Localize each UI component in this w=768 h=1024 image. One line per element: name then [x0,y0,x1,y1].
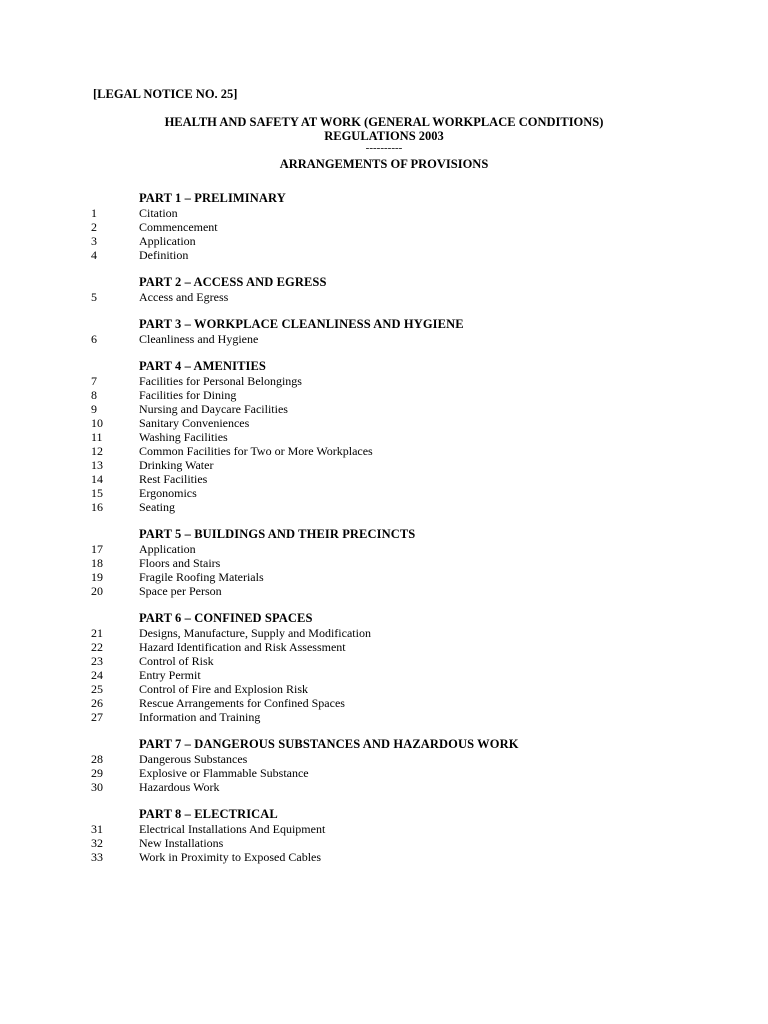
provision-title: Control of Risk [139,654,214,668]
provision-row [91,248,691,262]
provision-row [91,570,691,584]
provision-number: 2 [91,220,97,234]
provision-title: Drinking Water [139,458,214,472]
provision-number: 6 [91,332,97,346]
provision-row [91,780,691,794]
provision-number: 4 [91,248,97,262]
provision-title: Common Facilities for Two or More Workplaces [139,444,373,458]
provision-number: 24 [91,668,103,682]
provision-number: 7 [91,374,97,388]
provision-number: 12 [91,444,103,458]
provision-row [91,682,691,696]
provision-row [91,234,691,248]
provision-row [91,486,691,500]
provision-row [91,668,691,682]
provision-number: 11 [91,430,103,444]
part-heading: PART 4 – AMENITIES [139,359,266,373]
provision-row [91,752,691,766]
provision-number: 22 [91,640,103,654]
legal-notice-number: [LEGAL NOTICE NO. 25] [93,87,238,101]
provision-row [91,584,691,598]
provision-title: Commencement [139,220,218,234]
provision-row [91,836,691,850]
part-heading: PART 1 – PRELIMINARY [139,191,286,205]
document-title-line-1: HEALTH AND SAFETY AT WORK (GENERAL WORKPLACE CONDITIONS) [164,115,604,129]
provision-row [91,332,691,346]
provision-row [91,626,691,640]
provision-row [91,822,691,836]
provision-title: Floors and Stairs [139,556,221,570]
provision-title: Work in Proximity to Exposed Cables [139,850,322,864]
provision-number: 31 [91,822,103,836]
part-heading: PART 8 – ELECTRICAL [139,807,278,821]
provision-number: 32 [91,836,103,850]
provision-title: Control of Fire and Explosion Risk [139,682,308,696]
provision-row [91,458,691,472]
provision-title: Sanitary Conveniences [139,416,250,430]
part-section [91,275,691,304]
provision-number: 16 [91,500,103,514]
part-section [91,191,691,262]
provision-title: Nursing and Daycare Facilities [139,402,288,416]
provision-row [91,402,691,416]
provision-title: Facilities for Dining [139,388,237,402]
provision-title: Fragile Roofing Materials [139,570,264,584]
arrangements-title: ARRANGEMENTS OF PROVISIONS [279,157,489,171]
provision-number: 8 [91,388,97,402]
provision-row [91,640,691,654]
part-section [91,737,691,794]
provision-title: Rest Facilities [139,472,208,486]
provision-row [91,556,691,570]
provision-number: 23 [91,654,103,668]
part-heading: PART 5 – BUILDINGS AND THEIR PRECINCTS [139,527,416,541]
part-section [91,317,691,346]
provision-number: 27 [91,710,103,724]
provision-number: 33 [91,850,103,864]
provision-title: Rescue Arrangements for Confined Spaces [139,696,345,710]
provision-title: Electrical Installations And Equipment [139,822,326,836]
provision-number: 20 [91,584,103,598]
provision-title: Application [139,542,196,556]
provision-number: 26 [91,696,103,710]
table-of-provisions [91,191,691,877]
document-title-line-2: REGULATIONS 2003 [324,129,444,143]
provision-number: 29 [91,766,103,780]
part-section [91,611,691,724]
provision-row [91,206,691,220]
provision-title: Designs, Manufacture, Supply and Modification [139,626,371,640]
provision-title: Space per Person [139,584,222,598]
provision-row [91,542,691,556]
provision-row [91,766,691,780]
provision-row [91,290,691,304]
provision-title: Seating [139,500,175,514]
provision-number: 5 [91,290,97,304]
provision-title: Definition [139,248,189,262]
part-heading: PART 7 – DANGEROUS SUBSTANCES AND HAZARDOUS WORK [139,737,519,751]
provision-title: Facilities for Personal Belongings [139,374,302,388]
part-heading: PART 2 – ACCESS AND EGRESS [139,275,327,289]
provision-row [91,500,691,514]
part-section [91,359,691,514]
provision-title: New Installations [139,836,224,850]
provision-title: Ergonomics [139,486,197,500]
provision-number: 19 [91,570,103,584]
provision-row [91,388,691,402]
provision-row [91,850,691,864]
provision-number: 28 [91,752,103,766]
provision-number: 14 [91,472,103,486]
part-section [91,527,691,598]
document-header [0,115,768,171]
provision-number: 21 [91,626,103,640]
provision-row [91,710,691,724]
provision-number: 9 [91,402,97,416]
provision-title: Access and Egress [139,290,229,304]
part-heading: PART 6 – CONFINED SPACES [139,611,313,625]
provision-number: 17 [91,542,103,556]
provision-number: 3 [91,234,97,248]
provision-title: Hazardous Work [139,780,220,794]
provision-number: 15 [91,486,103,500]
provision-title: Cleanliness and Hygiene [139,332,259,346]
provision-title: Explosive or Flammable Substance [139,766,309,780]
provision-row [91,416,691,430]
provision-row [91,472,691,486]
provision-title: Application [139,234,196,248]
provision-title: Dangerous Substances [139,752,248,766]
part-section [91,807,691,864]
provision-row [91,696,691,710]
provision-title: Information and Training [139,710,261,724]
separator-dashes: ---------- [365,142,403,154]
provision-title: Hazard Identification and Risk Assessment [139,640,346,654]
provision-number: 30 [91,780,103,794]
provision-number: 18 [91,556,103,570]
provision-number: 25 [91,682,103,696]
provision-row [91,220,691,234]
provision-row [91,654,691,668]
provision-number: 1 [91,206,97,220]
provision-number: 13 [91,458,103,472]
provision-row [91,374,691,388]
provision-row [91,430,691,444]
provision-row [91,444,691,458]
part-heading: PART 3 – WORKPLACE CLEANLINESS AND HYGIENE [139,317,464,331]
provision-title: Entry Permit [139,668,201,682]
provision-number: 10 [91,416,103,430]
provision-title: Citation [139,206,178,220]
provision-title: Washing Facilities [139,430,228,444]
